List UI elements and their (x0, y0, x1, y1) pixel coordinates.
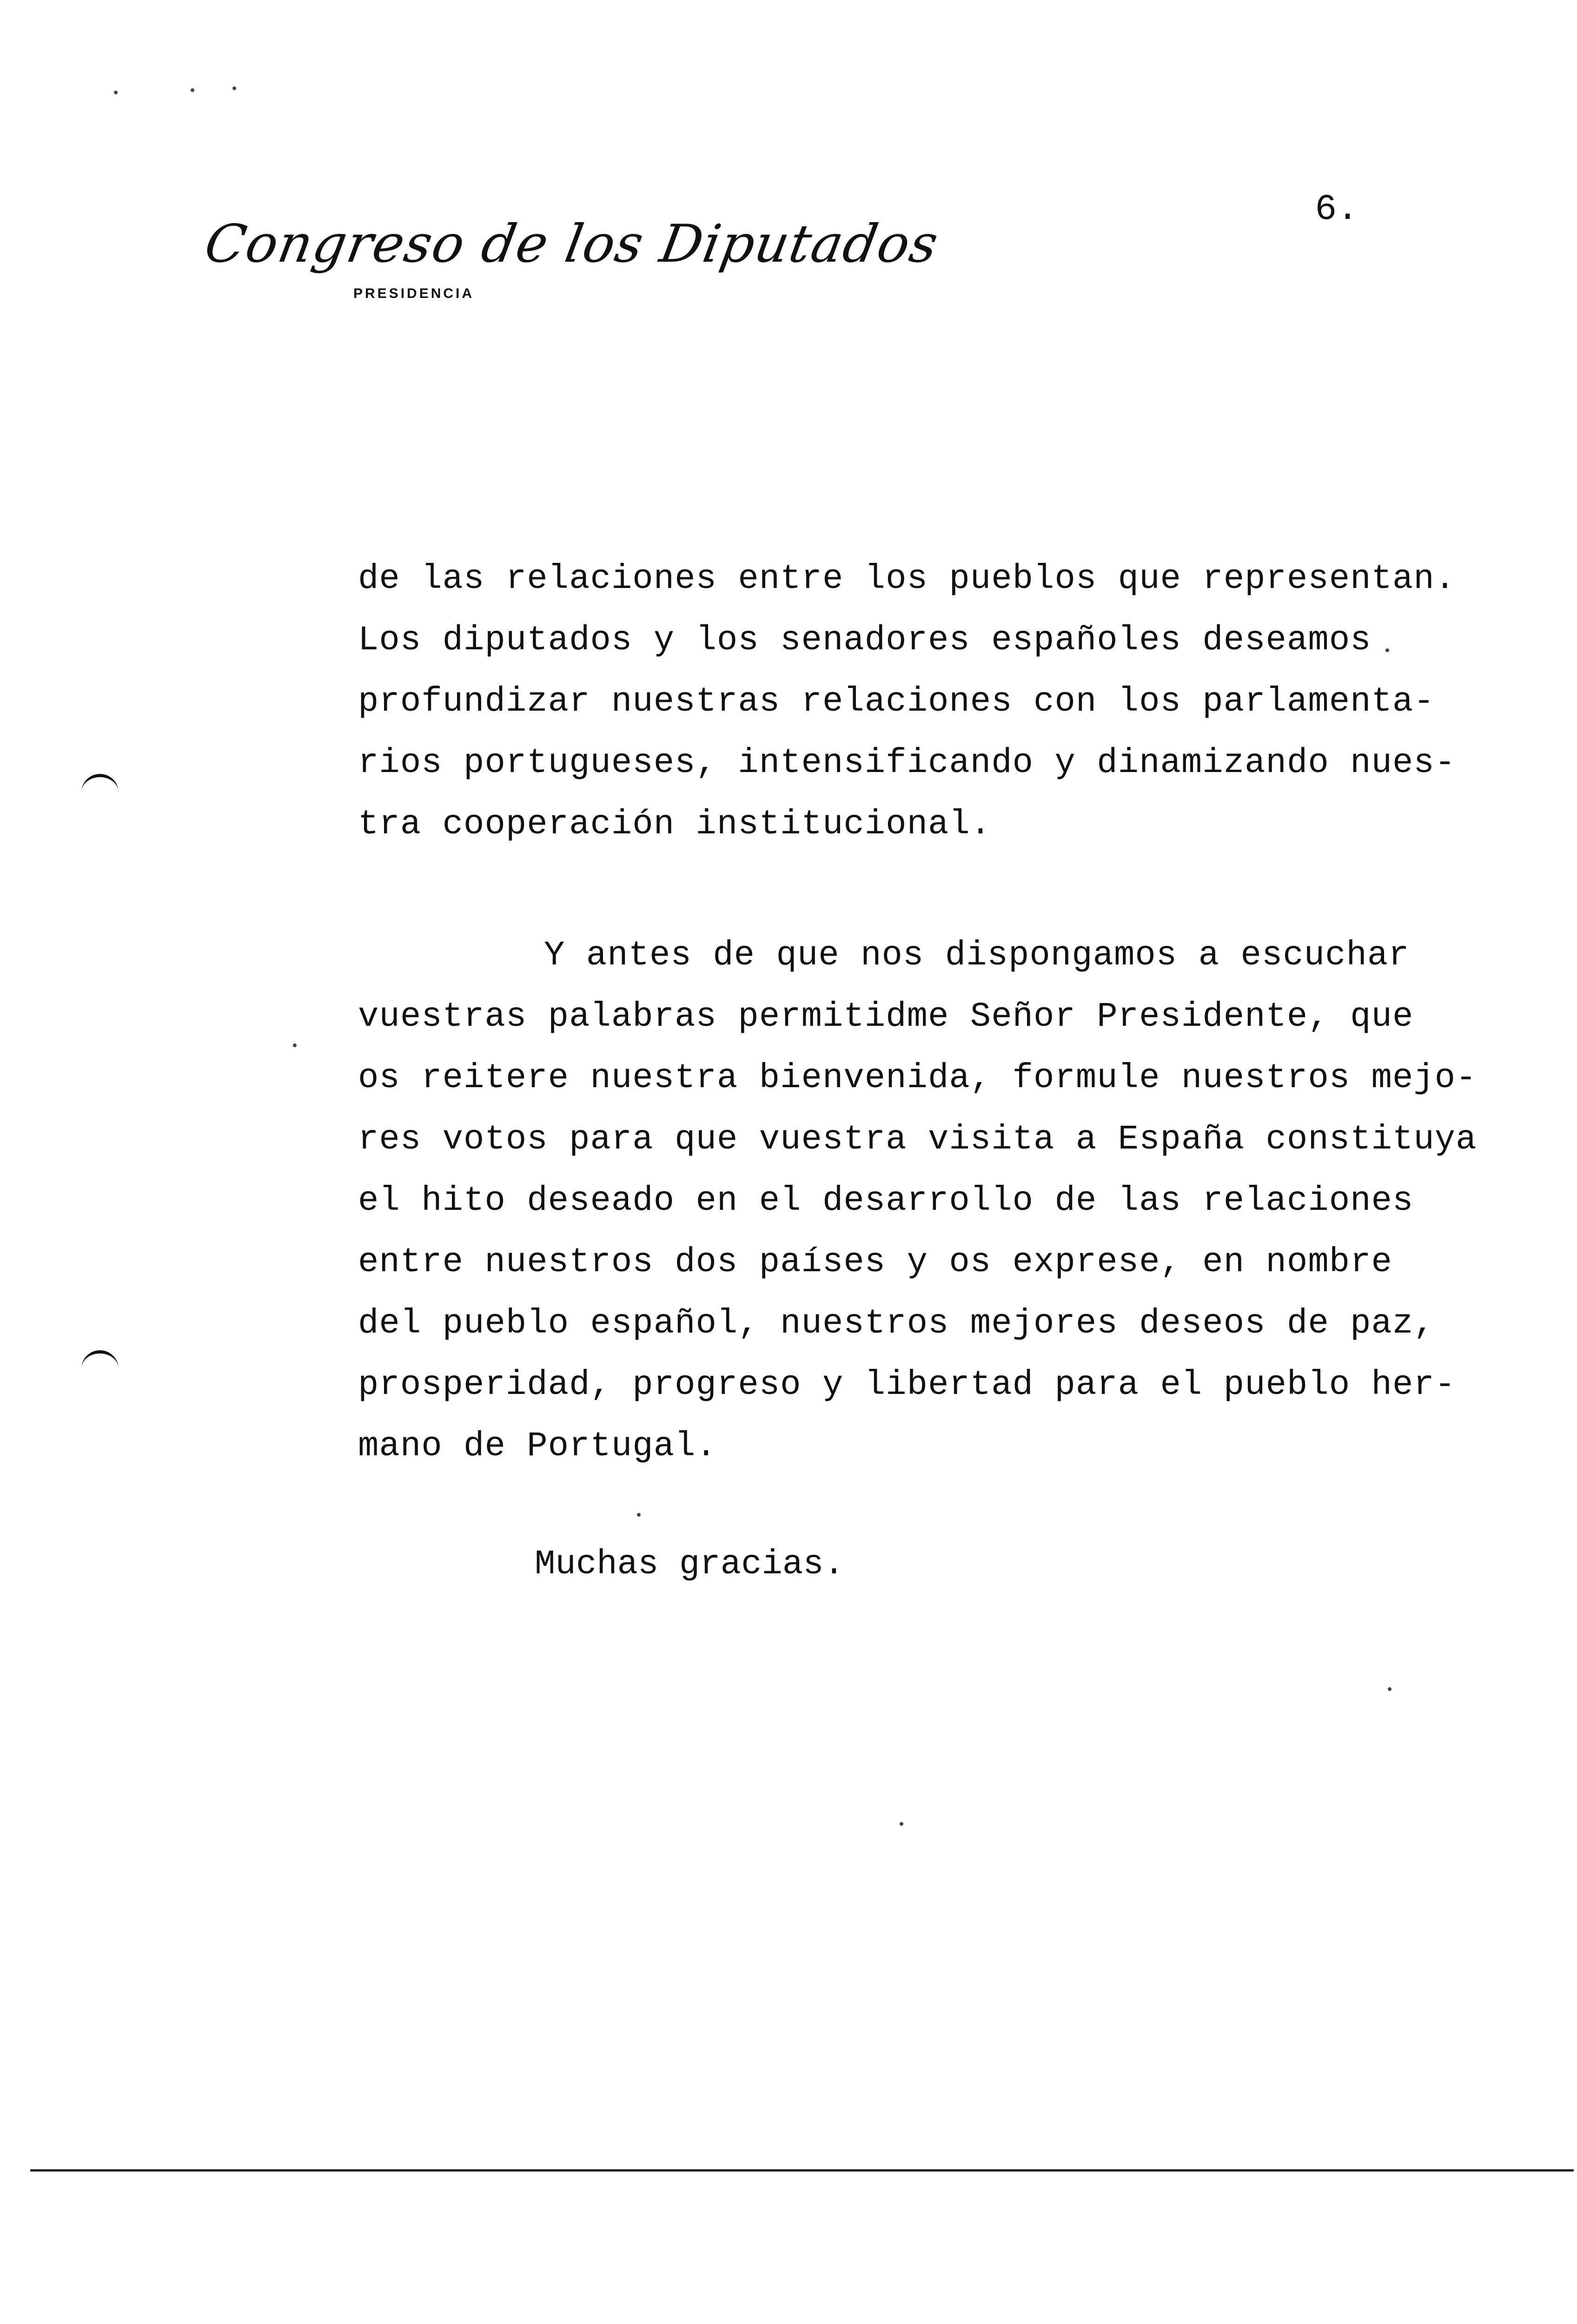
paragraph-line: res votos para que vuestra visita a España constituya (358, 1120, 1477, 1159)
page-number: 6. (1315, 189, 1358, 230)
closing-line: Muchas gracias. (535, 1545, 845, 1584)
paragraph-line: de las relaciones entre los pueblos que representan. (358, 560, 1456, 599)
paragraph-line: entre nuestros dos países y os exprese, en nombre (358, 1243, 1392, 1282)
scan-speck (191, 88, 194, 92)
paragraph-line: mano de Portugal. (358, 1427, 717, 1466)
scan-speck (232, 86, 236, 90)
paragraph-line: os reitere nuestra bienvenida, formule nuestros mejo- (358, 1059, 1477, 1098)
paragraph-line: profundizar nuestras relaciones con los parlamenta- (358, 682, 1435, 721)
scan-speck (114, 91, 118, 94)
paragraph-2 (358, 925, 1477, 1477)
paragraph-line: el hito deseado en el desarrollo de las relaciones (358, 1182, 1414, 1221)
letterhead (200, 211, 943, 323)
paragraph-line: Los diputados y los senadores españoles deseamos (358, 621, 1372, 660)
paragraph-line: del pueblo español, nuestros mejores deseos de paz, (358, 1304, 1435, 1343)
scan-speck (637, 1513, 641, 1517)
scan-speck (1385, 648, 1389, 652)
bottom-rule (30, 2169, 1574, 2172)
paragraph-line: rios portugueses, intensificando y dinamizando nues- (358, 744, 1456, 783)
letterhead-subtitle: PRESIDENCIA (353, 286, 475, 301)
scan-speck (900, 1822, 903, 1826)
letterhead-title: Congreso de los Diputados (200, 214, 943, 274)
scan-speck (293, 1043, 297, 1047)
paragraph-line: Y antes de que nos dispongamos a escuchar (544, 936, 1410, 975)
hole-punch-mark (81, 774, 119, 795)
hole-punch-mark (81, 1350, 119, 1371)
scan-speck (1388, 1687, 1391, 1691)
paragraph-line: prosperidad, progreso y libertad para el pueblo her- (358, 1366, 1456, 1405)
paragraph-line: vuestras palabras permitidme Señor Presidente, que (358, 997, 1414, 1037)
paragraph-1 (358, 548, 1456, 855)
paragraph-line: tra cooperación institucional. (358, 805, 992, 844)
